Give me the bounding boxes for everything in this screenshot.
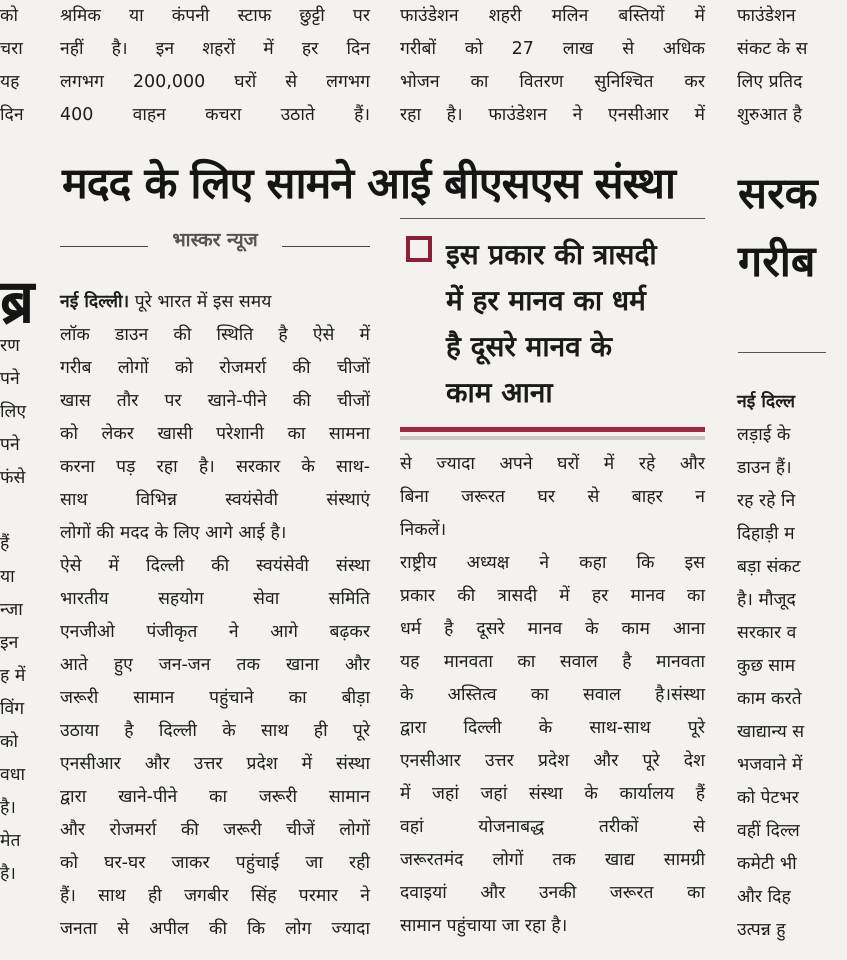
article-column-1 [60, 288, 370, 948]
text-line: पने [0, 435, 20, 455]
text-line: कुछ साम [737, 656, 796, 676]
right-cut-headline-line: सरक [738, 169, 818, 219]
text-line: हैं। साथ ही जगबीर सिंह परमार ने [60, 886, 370, 906]
byline-rule-right [282, 246, 370, 247]
text-line: लॉक डाउन की स्थिति है ऐसे में [60, 325, 370, 345]
text-line: गरीब लोगों को रोजमर्रा की चीजों [60, 358, 370, 378]
text-line: को पेटभर [737, 788, 799, 808]
headline-divider [400, 218, 705, 219]
text-line: हैं [0, 534, 10, 554]
text-line: लड़ाई के [737, 425, 791, 445]
text-line: को [0, 6, 18, 26]
text-line: खास तौर पर खाने-पीने की चीजों [60, 391, 370, 411]
text-line: सरकार व [737, 623, 797, 643]
text-line: राष्ट्रीय अध्यक्ष ने कहा कि इस [400, 553, 705, 573]
text-line: रण [0, 336, 20, 356]
text-line: 400 वाहन कचरा उठाते हैं। [60, 105, 370, 125]
right-cut-column [737, 0, 826, 940]
text-line: डाउन हैं। [737, 458, 792, 478]
text-line: दिहाड़ी म [737, 524, 795, 544]
text-line: है। [0, 798, 16, 818]
text-line: पने [0, 369, 20, 389]
text-line: शुरुआत है [737, 105, 803, 125]
byline-rule-left [60, 246, 148, 247]
text-line: और दिह [737, 887, 791, 907]
pull-quote-rule-grey [400, 436, 705, 440]
right-cut-rule [738, 352, 826, 353]
text-line: साथ विभिन्न स्वयंसेवी संस्थाएं [60, 490, 370, 510]
text-line: भारतीय सहयोग सेवा समिति [60, 589, 370, 609]
pull-quote-text [446, 232, 706, 416]
text-line: दिन [0, 105, 24, 125]
text-line: लिए [0, 402, 27, 422]
pull-quote [400, 232, 705, 422]
text-line: काम करते [737, 689, 802, 709]
text-line: न्जा [0, 600, 23, 620]
text-line: भजवाने में [737, 755, 803, 775]
text-line: है। मौजूद [737, 590, 796, 610]
left-cut-headline-glyph: ब्र [0, 267, 35, 337]
text-line: वधा [0, 765, 26, 785]
text-line: नहीं है। इन शहरों में हर दिन [60, 39, 370, 59]
text-line: विंग [0, 699, 25, 719]
text-line: से ज्यादा अपने घरों में रहे और [400, 454, 705, 474]
text-line: के अस्तित्व का सवाल है।संस्था [400, 685, 705, 705]
text-line [737, 392, 795, 412]
text-line: निकलें। [400, 520, 447, 540]
text-line: धर्म है दूसरे मानव के काम आना [400, 619, 705, 639]
text-line: द्वारा खाने-पीने का जरूरी सामान [60, 787, 370, 807]
text-line: गरीबों को 27 लाख से अधिक [400, 39, 705, 59]
byline: भास्कर न्यूज [150, 226, 280, 252]
text-line: को [0, 732, 18, 752]
text-line: या [0, 567, 15, 587]
text-line: लोगों की मदद के लिए आगे आई है। [60, 523, 287, 543]
text-line: लिए प्रतिद [737, 72, 803, 92]
text-line: ऐसे में दिल्ली की स्वयंसेवी संस्था [60, 556, 370, 576]
text-span: पूरे भारत में इस समय [129, 292, 272, 312]
text-line: और रोजमर्रा की जरूरी चीजें लोगों [60, 820, 370, 840]
text-line: मेत [0, 831, 21, 851]
text-line [60, 292, 370, 312]
text-line: श्रमिक या कंपनी स्टाफ छुट्टी पर [60, 6, 370, 26]
text-line: को घर-घर जाकर पहुंचाई जा रही [60, 853, 370, 873]
middle-column-top-text [60, 0, 370, 130]
text-line: भोजन का वितरण सुनिश्चित कर [400, 72, 705, 92]
text-line: जरूरतमंद लोगों तक खाद्य सामग्री [400, 850, 705, 870]
right-cut-headline-line: गरीब [738, 237, 816, 287]
headline: मदद के लिए सामने आई बीएसएस संस्था [62, 159, 676, 209]
text-line: द्वारा दिल्ली के साथ-साथ पूरे [400, 718, 705, 738]
text-line: वहीं दिल्ल [737, 821, 800, 841]
text-line: एनसीआर और उत्तर प्रदेश में संस्था [60, 754, 370, 774]
text-line: बड़ा संकट [737, 557, 801, 577]
text-line: में जहां जहां संस्था के कार्यालय हैं [400, 784, 705, 804]
text-line: यह [0, 72, 20, 92]
quote-box-icon [406, 236, 432, 262]
text-line: प्रकार की त्रासदी में हर मानव का [400, 586, 705, 606]
text-line: को लेकर खासी परेशानी का सामना [60, 424, 370, 444]
text-line: एनसीआर उत्तर प्रदेश और पूरे देश [400, 751, 705, 771]
text-line: उठाया है दिल्ली के साथ ही पूरे [60, 721, 370, 741]
article-column-2 [400, 452, 705, 948]
text-line: यह मानवता का सवाल है मानवता [400, 652, 705, 672]
text-line: है। [0, 864, 16, 884]
text-line: बिना जरूरत घर से बाहर न [400, 487, 705, 507]
dateline: नई दिल्ली। [60, 292, 130, 312]
text-line: जरूरी सामान पहुंचाने का बीड़ा [60, 688, 370, 708]
text-line: आते हुए जन-जन तक खाना और [60, 655, 370, 675]
left-cut-column [0, 0, 34, 940]
text-line: सामान पहुंचाया जा रहा है। [400, 916, 568, 936]
text-line: जनता से अपील की कि लोग ज्यादा [60, 919, 370, 939]
text-line: खाद्यान्य स [737, 722, 805, 742]
text-line: रहा है। फाउंडेशन ने एनसीआर में [400, 105, 705, 125]
text-line: वहां योजनाबद्ध तरीकों से [400, 817, 705, 837]
text-line: उत्पन्न हु [737, 920, 786, 940]
dateline: नई दिल्ल [737, 392, 795, 412]
pull-quote-rule-accent [400, 427, 705, 432]
text-line: इन [0, 633, 19, 653]
pull-quote-line: इस प्रकार की त्रासदी [446, 238, 657, 271]
text-line: फाउंडेशन शहरी मलिन बस्तियों में [400, 6, 705, 26]
right-column-top-text [400, 0, 705, 130]
text-line: फंसे [0, 468, 26, 488]
text-line: लगभग 200,000 घरों से लगभग [60, 72, 370, 92]
pull-quote-line: है दूसरे मानव के [446, 330, 612, 363]
text-line: ह में [0, 666, 26, 686]
text-line: संकट के स [737, 39, 808, 59]
text-line: फाउंडेशन [737, 6, 796, 26]
pull-quote-line: काम आना [446, 376, 553, 409]
text-line: रह रहे नि [737, 491, 796, 511]
text-line: दवाइयां और उनकी जरूरत का [400, 883, 705, 903]
pull-quote-line: में हर मानव का धर्म [446, 284, 646, 317]
text-line: एनजीओ पंजीकृत ने आगे बढ़कर [60, 622, 370, 642]
text-line: चरा [0, 39, 23, 59]
right-cut-headline [738, 160, 826, 296]
text-line: कमेटी भी [737, 854, 797, 874]
text-line: करना पड़ रहा है। सरकार के साथ- [60, 457, 370, 477]
